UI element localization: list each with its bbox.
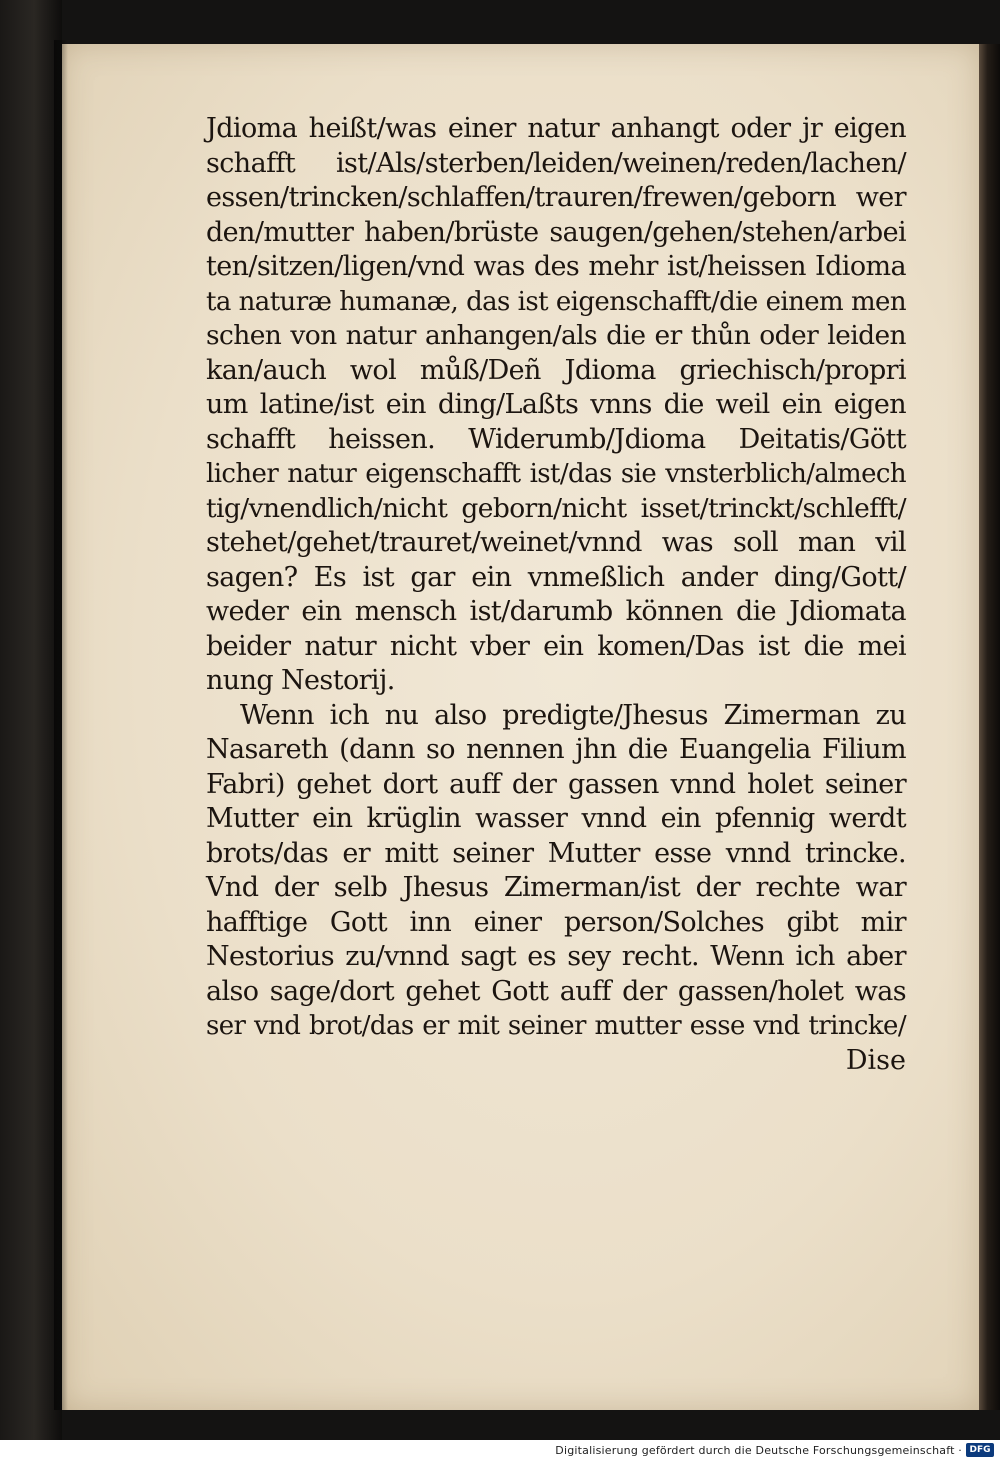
text-line: sagen? Es ist gar ein vnmeßlich ander ding/Gott/ — [206, 561, 906, 593]
text-line: schafft ist/Als/sterben/leiden/weinen/reden/lachen/ — [206, 147, 906, 179]
text-line: ser vnd brot/das er mit seiner mutter esse vnd trincke/ — [206, 1011, 906, 1041]
text-line: Vnd der selb Jhesus Zimerman/ist der rechte war — [206, 872, 906, 903]
text-line: den/mutter haben/brüste saugen/gehen/stehen/arbei — [206, 216, 906, 248]
text-line: ten/sitzen/ligen/vnd was des mehr ist/heissen Idioma — [206, 251, 906, 282]
footer-bar — [0, 1440, 1000, 1463]
text-line: um latine/ist ein ding/Laßts vnns die weil ein eigen — [206, 389, 906, 420]
text-line: beider natur nicht vber ein komen/Das ist die mei — [206, 630, 906, 662]
text-line: Nasareth (dann so nennen jhn die Euangelia Filium — [206, 734, 906, 765]
text-line: brots/das er mitt seiner Mutter esse vnnd trincke. — [206, 837, 906, 869]
text-line: essen/trincken/schlaffen/trauren/frewen/geborn wer — [206, 182, 906, 213]
spine-shadow — [54, 40, 68, 1410]
text-line: kan/auch wol můß/Deñ Jdioma griechisch/propri — [206, 354, 906, 386]
text-line: stehet/gehet/trauret/weinet/vnnd was soll man vil — [206, 527, 906, 558]
text-line: weder ein mensch ist/darumb können die Jdiomata — [206, 596, 906, 627]
text-line: ta naturæ humanæ, das ist eigenschafft/die einem men — [206, 286, 906, 317]
text-line: schafft heissen. Widerumb/Jdioma Deitatis/Gött — [206, 423, 906, 455]
page-text — [206, 112, 906, 1078]
page-edge — [979, 44, 1000, 1410]
text-line: also sage/dort gehet Gott auff der gassen/holet was — [206, 975, 906, 1007]
dfg-logo: DFG — [966, 1443, 994, 1457]
text-line: tig/vnendlich/nicht geborn/nicht isset/trinckt/schlefft/ — [206, 492, 906, 524]
text-line: hafftige Gott inn einer person/Solches gibt mir — [206, 906, 906, 938]
text-line: Mutter ein krüglin wasser vnnd ein pfennig werdt — [206, 803, 906, 834]
book-gutter — [0, 0, 62, 1440]
text-line: Jdioma heißt/was einer natur anhangt oder jr eigen — [206, 113, 906, 144]
funding-credit: Digitalisierung gefördert durch die Deutsche Forschungsgemeinschaft · — [555, 1444, 962, 1457]
text-line: Wenn ich nu also predigte/Jhesus Zimerman zu — [240, 699, 906, 731]
text-line: licher natur eigenschafft ist/das sie vnsterblich/almech — [206, 459, 906, 489]
text-line: schen von natur anhangen/als die er thůn oder leiden — [206, 320, 906, 351]
text-line: Fabri) gehet dort auff der gassen vnnd holet seiner — [206, 768, 906, 800]
text-line: Nestorius zu/vnnd sagt es sey recht. Wenn ich aber — [206, 941, 906, 972]
catchword: Dise — [845, 1044, 906, 1076]
text-line: nung Nestorij. — [206, 665, 395, 696]
